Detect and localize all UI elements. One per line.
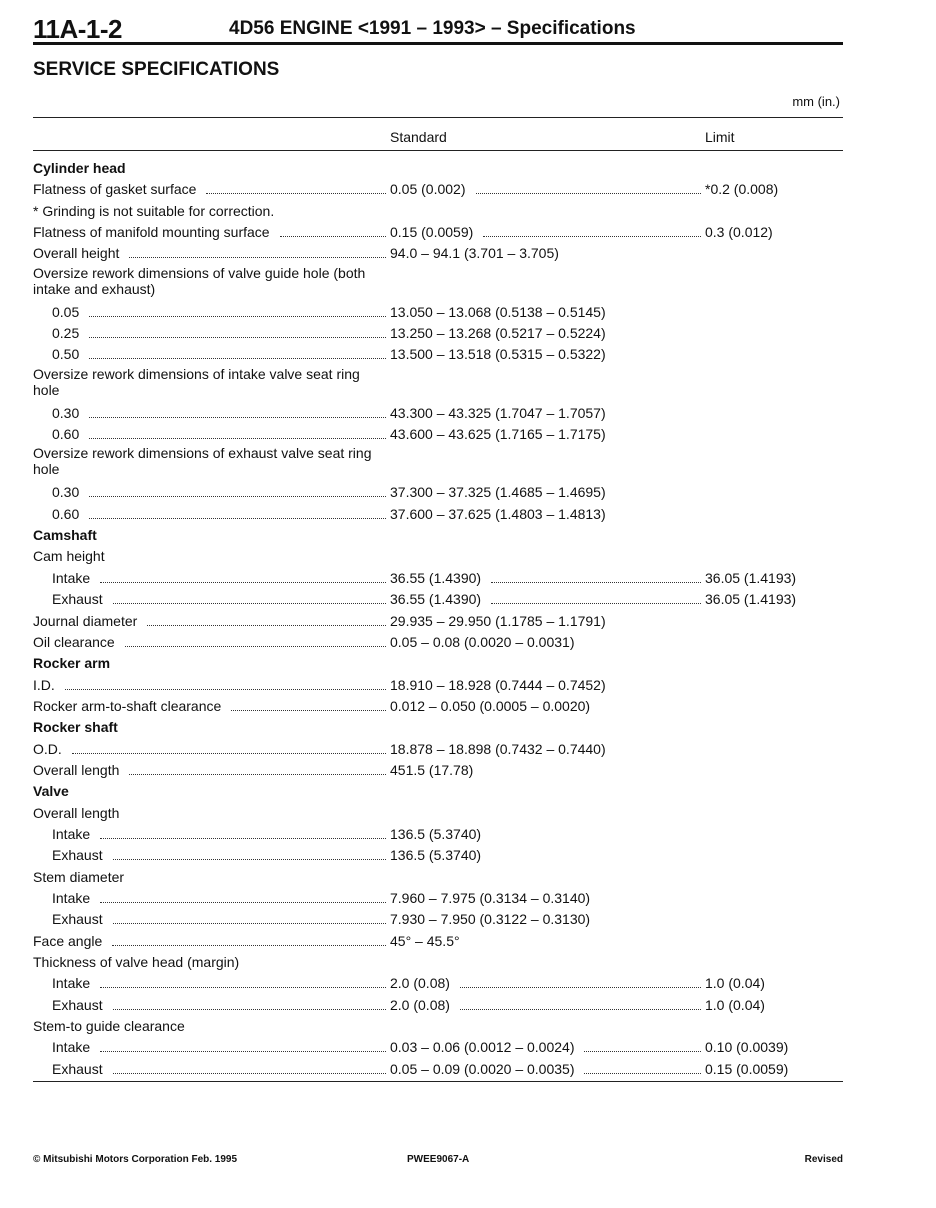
row-label: Rocker arm-to-shaft clearance: [33, 697, 222, 714]
table-row: [33, 973, 843, 994]
limit-value: *0.2 (0.008): [705, 181, 779, 198]
dot-leader: [129, 243, 386, 258]
standard-value: 37.300 – 37.325 (1.4685 – 1.4695): [390, 484, 606, 501]
standard-value: 36.55 (1.4390): [390, 591, 482, 608]
table-row: [33, 424, 843, 445]
row-label: Camshaft: [33, 527, 97, 544]
row-label: Exhaust: [52, 847, 103, 864]
dot-leader: [89, 323, 386, 338]
table-row: [33, 952, 843, 973]
row-label: Flatness of gasket surface: [33, 181, 197, 198]
row-label: 0.60: [52, 426, 80, 443]
units-label: mm (in.): [792, 94, 840, 109]
standard-value: 43.300 – 43.325 (1.7047 – 1.7057): [390, 404, 606, 421]
dot-leader: [89, 344, 386, 359]
standard-value: 13.250 – 13.268 (0.5217 – 0.5224): [390, 325, 606, 342]
row-label: 0.60: [52, 505, 80, 522]
dot-leader: [113, 995, 386, 1010]
table-row: [33, 696, 843, 717]
standard-value: 45° – 45.5°: [390, 932, 460, 949]
dot-leader: [113, 589, 386, 604]
dot-leader: [100, 888, 386, 903]
row-label: Cylinder head: [33, 160, 126, 176]
dot-leader: [460, 995, 701, 1010]
standard-value: 7.930 – 7.950 (0.3122 – 0.3130): [390, 911, 591, 928]
standard-value: 0.05 – 0.08 (0.0020 – 0.0031): [390, 633, 575, 650]
table-row: [33, 222, 843, 243]
dot-leader: [89, 504, 386, 519]
section-title: SERVICE SPECIFICATIONS: [33, 59, 280, 80]
table-row: [33, 888, 843, 909]
table-row: [33, 445, 843, 482]
row-label: Exhaust: [52, 911, 103, 928]
standard-value: 0.03 – 0.06 (0.0012 – 0.0024): [390, 1039, 575, 1056]
dot-leader: [206, 179, 386, 194]
dot-leader: [584, 1037, 701, 1052]
table-row: [33, 675, 843, 696]
row-label: O.D.: [33, 740, 62, 757]
dot-leader: [129, 760, 386, 775]
table-row: [33, 366, 843, 403]
row-label: Rocker arm: [33, 655, 111, 672]
row-label: Overall height: [33, 245, 120, 262]
standard-value: 0.05 (0.002): [390, 181, 466, 198]
page-header: [33, 12, 843, 45]
table-row: [33, 1016, 843, 1037]
table-row: [33, 824, 843, 845]
row-label: Oversize rework dimensions of exhaust valve seat ring hole: [33, 445, 372, 478]
row-label: Intake: [52, 825, 91, 842]
row-label: Exhaust: [52, 996, 103, 1013]
dot-leader: [89, 482, 386, 497]
table-row: [33, 909, 843, 930]
dot-leader: [89, 302, 386, 317]
dot-leader: [100, 973, 386, 988]
table-row: [33, 243, 843, 264]
standard-value: 451.5 (17.78): [390, 761, 474, 778]
dot-leader: [113, 1059, 386, 1074]
divider: [33, 1081, 843, 1082]
row-label: Intake: [52, 569, 91, 586]
dot-leader: [584, 1059, 701, 1074]
dot-leader: [100, 568, 386, 583]
standard-value: 37.600 – 37.625 (1.4803 – 1.4813): [390, 505, 606, 522]
limit-value: 1.0 (0.04): [705, 996, 765, 1013]
row-label: Overall length: [33, 804, 120, 821]
table-row: [33, 931, 843, 952]
table-row: [33, 568, 843, 589]
row-label: Intake: [52, 975, 91, 992]
dot-leader: [147, 611, 386, 626]
dot-leader: [491, 568, 701, 583]
table-row: [33, 867, 843, 888]
row-label: Thickness of valve head (margin): [33, 954, 240, 970]
row-label: Valve: [33, 783, 69, 800]
row-label: Exhaust: [52, 1060, 103, 1077]
section-heading-row: [33, 781, 843, 802]
standard-value: 0.05 – 0.09 (0.0020 – 0.0035): [390, 1060, 575, 1077]
standard-value: 29.935 – 29.950 (1.1785 – 1.1791): [390, 612, 606, 629]
dot-leader: [65, 675, 386, 690]
table-row: [33, 265, 843, 302]
section-heading-row: [33, 653, 843, 674]
dot-leader: [100, 1037, 386, 1052]
table-row: [33, 760, 843, 781]
table-row: [33, 344, 843, 365]
standard-value: 13.050 – 13.068 (0.5138 – 0.5145): [390, 303, 606, 320]
dot-leader: [72, 739, 386, 754]
dot-leader: [113, 909, 386, 924]
limit-value: 0.10 (0.0039): [705, 1039, 789, 1056]
dot-leader: [231, 696, 386, 711]
row-label: Intake: [52, 889, 91, 906]
row-label: Flatness of manifold mounting surface: [33, 224, 270, 241]
row-label: Oversize rework dimensions of intake valve seat ring hole: [33, 365, 360, 398]
dot-leader: [476, 179, 701, 194]
standard-value: 136.5 (5.3740): [390, 847, 482, 864]
standard-value: 43.600 – 43.625 (1.7165 – 1.7175): [390, 426, 606, 443]
row-label: Overall length: [33, 761, 120, 778]
row-label: 0.05: [52, 303, 80, 320]
row-label: Exhaust: [52, 591, 103, 608]
table-row: [33, 201, 843, 222]
standard-value: 0.012 – 0.050 (0.0005 – 0.0020): [390, 697, 591, 714]
spec-table: [33, 158, 843, 1080]
row-label: Oil clearance: [33, 633, 115, 650]
section-heading-row: [33, 525, 843, 546]
column-header-standard: Standard: [390, 129, 447, 145]
standard-value: 18.878 – 18.898 (0.7432 – 0.7440): [390, 740, 606, 757]
row-label: Stem-to guide clearance: [33, 1018, 185, 1035]
table-row: [33, 179, 843, 200]
table-row: [33, 323, 843, 344]
table-row: [33, 546, 843, 567]
dot-leader: [125, 632, 386, 647]
column-header-limit: Limit: [705, 129, 735, 145]
dot-leader: [100, 824, 386, 839]
row-label: Journal diameter: [33, 612, 138, 629]
footer-doc-code: PWEE9067-A: [407, 1154, 470, 1165]
row-label: * Grinding is not suitable for correction.: [33, 202, 275, 219]
row-label: Cam height: [33, 548, 105, 565]
standard-value: 94.0 – 94.1 (3.701 – 3.705): [390, 245, 559, 262]
table-row: [33, 1037, 843, 1058]
table-row: [33, 302, 843, 323]
limit-value: 36.05 (1.4193): [705, 569, 797, 586]
standard-value: 0.15 (0.0059): [390, 224, 474, 241]
table-row: [33, 1059, 843, 1080]
row-label: I.D.: [33, 676, 55, 693]
table-row: [33, 611, 843, 632]
divider: [33, 117, 843, 118]
footer-status: Revised: [804, 1154, 843, 1165]
standard-value: 36.55 (1.4390): [390, 569, 482, 586]
table-row: [33, 589, 843, 610]
table-row: [33, 632, 843, 653]
dot-leader: [460, 973, 701, 988]
limit-value: 0.3 (0.012): [705, 224, 773, 241]
limit-value: 36.05 (1.4193): [705, 591, 797, 608]
footer-copyright: © Mitsubishi Motors Corporation Feb. 1995: [33, 1154, 238, 1165]
table-row: [33, 482, 843, 503]
section-heading-row: [33, 158, 843, 179]
dot-leader: [483, 222, 701, 237]
standard-value: 2.0 (0.08): [390, 975, 450, 992]
table-row: [33, 504, 843, 525]
dot-leader: [113, 845, 386, 860]
page-number: 11A-1-2: [33, 14, 122, 44]
dot-leader: [89, 424, 386, 439]
limit-value: 1.0 (0.04): [705, 975, 765, 992]
limit-value: 0.15 (0.0059): [705, 1060, 789, 1077]
row-label: 0.50: [52, 346, 80, 363]
dot-leader: [112, 931, 386, 946]
dot-leader: [491, 589, 701, 604]
row-label: Rocker shaft: [33, 719, 118, 736]
dot-leader: [89, 403, 386, 418]
standard-value: 7.960 – 7.975 (0.3134 – 0.3140): [390, 889, 591, 906]
divider: [33, 150, 843, 151]
table-row: [33, 403, 843, 424]
table-row: [33, 803, 843, 824]
row-label: Intake: [52, 1039, 91, 1056]
row-label: 0.25: [52, 325, 80, 342]
standard-value: 13.500 – 13.518 (0.5315 – 0.5322): [390, 346, 606, 363]
dot-leader: [280, 222, 386, 237]
table-row: [33, 995, 843, 1016]
standard-value: 2.0 (0.08): [390, 996, 450, 1013]
standard-value: 18.910 – 18.928 (0.7444 – 0.7452): [390, 676, 606, 693]
table-row: [33, 845, 843, 866]
row-label: Oversize rework dimensions of valve guide hole (both intake and exhaust): [33, 264, 366, 297]
section-heading-row: [33, 717, 843, 738]
page-title: 4D56 ENGINE <1991 – 1993> – Specifications: [229, 18, 636, 39]
standard-value: 136.5 (5.3740): [390, 825, 482, 842]
row-label: 0.30: [52, 484, 80, 501]
row-label: 0.30: [52, 404, 80, 421]
row-label: Stem diameter: [33, 868, 125, 885]
table-row: [33, 739, 843, 760]
row-label: Face angle: [33, 932, 103, 949]
